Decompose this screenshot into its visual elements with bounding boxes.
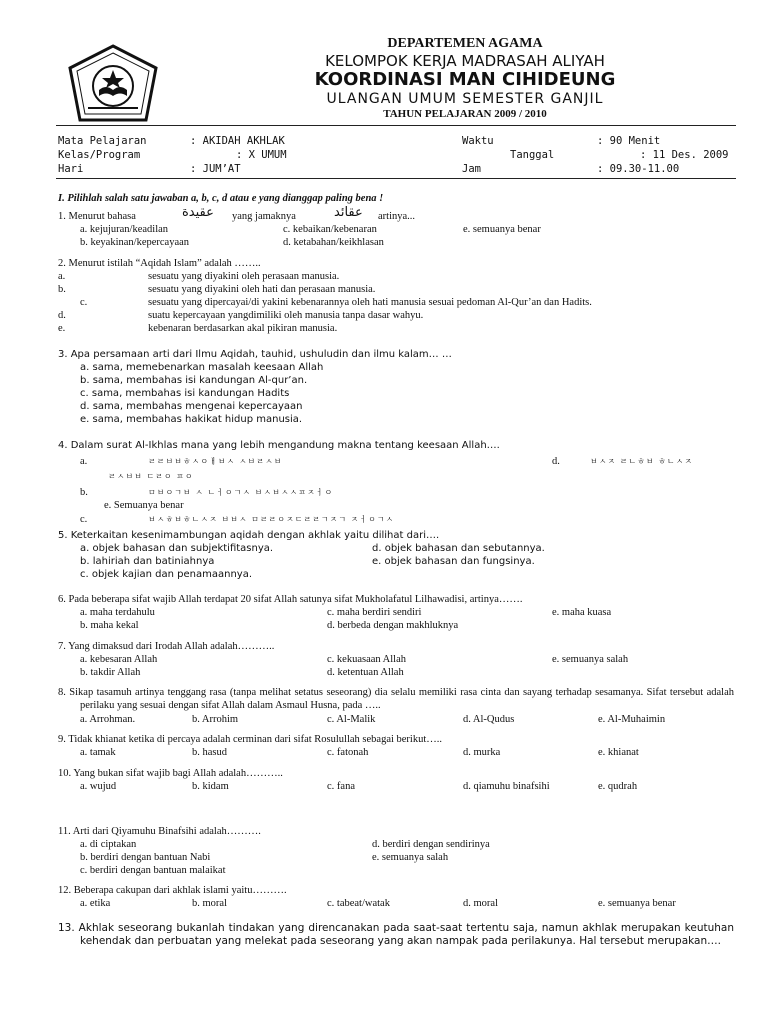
q7-option-e[interactable]: e. semuanya salah — [552, 654, 629, 665]
q2-option-c[interactable]: sesuatu yang dipercayai/di yakini kebenarannya oleh hati manusia sesuai pedoman Al-Qur’an dan Hadits. — [148, 297, 592, 308]
q4-option-e[interactable]: e. Semuanya benar — [104, 500, 184, 511]
header-working-group: KELOMPOK KERJA MADRASAH ALIYAH — [325, 52, 605, 70]
q12-option-b[interactable]: b. moral — [192, 898, 227, 909]
q4-text: 4. Dalam surat Al-Ikhlas mana yang lebih mengandung makna tentang keesaan Allah…. — [58, 440, 500, 451]
q2-letter-e: e. — [58, 323, 66, 334]
q1-text-middle: yang jamaknya — [232, 211, 296, 222]
q3-option-c[interactable]: c. sama, membahas isi kandungan Hadits — [80, 388, 290, 399]
q4-letter-b: b. — [80, 487, 88, 498]
q9-option-e[interactable]: e. khianat — [598, 747, 639, 758]
q2-option-b[interactable]: sesuatu yang diyakini oleh hati dan perasaan manusia. — [148, 284, 376, 295]
q11-option-a[interactable]: a. di ciptakan — [80, 839, 137, 850]
q1-text-start: 1. Menurut bahasa — [58, 211, 136, 222]
ministry-logo-emblem — [64, 44, 162, 126]
q8-text: 8. Sikap tasamuh artinya tenggang rasa (tanpa melihat setatus seseorang) dia selalu memiliki rasa cinta dan sayang terhadap sesamanya. Sifat tersebut adalah perilaku yang sesuai dengan sifat Allah dalam Asmaul Husna, pada ….. — [58, 687, 734, 711]
date-value: : 11 Des. 2009 — [640, 149, 729, 161]
q4-option-a-arabic[interactable]: ㄹㄹㅂㅂㅎㅅㅇㅐㅂㅅ ㅅㅂㄹㅅㅂ — [148, 457, 283, 466]
q8-option-c[interactable]: c. Al-Malik — [327, 714, 376, 725]
class-label: Kelas/Program — [58, 149, 141, 161]
q9-option-b[interactable]: b. hasud — [192, 747, 227, 758]
q9-text: 9. Tidak khianat ketika di percaya adalah cerminan dari sifat Rosulullah sebagai berikut….. — [58, 734, 443, 745]
q7-text: 7. Yang dimaksud dari Irodah Allah adalah……….. — [58, 641, 275, 652]
q6-text: 6. Pada beberapa sifat wajib Allah terdapat 20 sifat Allah satunya sifat Mukholafatul Lilhawadisi, artinya……. — [58, 594, 523, 605]
q10-option-e[interactable]: e. qudrah — [598, 781, 638, 792]
day-value: : JUM’AT — [190, 163, 241, 175]
subject-value: : AKIDAH AKHLAK — [190, 135, 285, 147]
q8-option-b[interactable]: b. Arrohim — [192, 714, 239, 725]
q4-option-c-arabic[interactable]: ㅂㅅㅎㅂㅎㄴㅅㅈ ㅂㅂㅅ ㅁㄹㄹㅇㅈㄷㄹㄹㄱㅈㄱ ㅈㅓㅇㄱㅅ — [148, 515, 395, 524]
q3-option-a[interactable]: a. sama, memebenarkan masalah keesaan Allah — [80, 362, 324, 373]
q4-option-d-arabic[interactable]: ㅂㅅㅈ ㄹㄴㅎㅂ ㅎㄴㅅㅈ — [590, 457, 694, 466]
hour-value: : 09.30-11.00 — [597, 163, 680, 175]
q2-option-d[interactable]: suatu kepercayaan yangdimiliki oleh manusia tanpa dasar wahyu. — [148, 310, 424, 321]
q1-option-a[interactable]: a. kejujuran/keadilan — [80, 224, 169, 235]
q1-option-c[interactable]: c. kebaikan/kebenaran — [283, 224, 377, 235]
q10-option-b[interactable]: b. kidam — [192, 781, 229, 792]
q3-option-e[interactable]: e. sama, membahas hakikat hidup manusia. — [80, 414, 303, 425]
q8-option-e[interactable]: e. Al-Muhaimin — [598, 714, 666, 725]
q4-option-b-arabic[interactable]: ㅁㅂㅇㄱㅂ ㅅ ㄴㅓㅇㄱㅅ ㅂㅅㅂㅅㅅㅍㅈㅓㅇ — [148, 488, 334, 497]
date-label: Tanggal — [510, 149, 555, 161]
day-label: Hari — [58, 163, 84, 175]
q10-option-d[interactable]: d. qiamuhu binafsihi — [463, 781, 550, 792]
instructions: I. Pilihlah salah satu jawaban a, b, c, d atau e yang dianggap paling bena ! — [58, 193, 384, 204]
q2-option-a[interactable]: sesuatu yang diyakini oleh perasaan manusia. — [148, 271, 340, 282]
q5-text: 5. Keterkaitan kesenimambungan aqidah dengan akhlak yaitu dilihat dari…. — [58, 530, 440, 541]
q9-option-a[interactable]: a. tamak — [80, 747, 116, 758]
q4-letter-c: c. — [80, 514, 88, 525]
q5-option-a[interactable]: a. objek bahasan dan subjektifitasnya. — [80, 543, 274, 554]
q1-text-end: artinya... — [378, 211, 416, 222]
q6-option-d[interactable]: d. berbeda dengan makhluknya — [327, 620, 459, 631]
time-label: Waktu — [462, 135, 494, 147]
q2-letter-a: a. — [58, 271, 66, 282]
hour-label: Jam — [462, 163, 481, 175]
q5-option-e[interactable]: e. objek bahasan dan fungsinya. — [372, 556, 535, 567]
q6-option-a[interactable]: a. maha terdahulu — [80, 607, 155, 618]
q3-option-b[interactable]: b. sama, membahas isi kandungan Al-qur’an. — [80, 375, 308, 386]
q2-text: 2. Menurut istilah “Aqidah Islam” adalah …….. — [58, 258, 261, 269]
q2-option-e[interactable]: kebenaran berdasarkan akal pikiran manusia. — [148, 323, 338, 334]
q1-arabic-word-aqidah: عقيدة — [182, 205, 214, 220]
header-divider — [56, 125, 736, 126]
q5-option-d[interactable]: d. objek bahasan dan sebutannya. — [372, 543, 545, 554]
q11-text: 11. Arti dari Qiyamuhu Binafsihi adalah………. — [58, 826, 261, 837]
q3-option-d[interactable]: d. sama, membahas mengenai kepercayaan — [80, 401, 303, 412]
q11-option-c[interactable]: c. berdiri dengan bantuan malaikat — [80, 865, 226, 876]
q13-text: 13. Akhlak seseorang bukanlah tindakan yang direncanakan pada saat-saat tertentu saja, namun akhlak merupakan keutuhan kehendak dan perbuatan yang melekat pada seseorang yang akan nampak pada perilakunya. Hal tersebut merupakan…. — [58, 922, 734, 947]
q1-option-b[interactable]: b. keyakinan/kepercayaan — [80, 237, 190, 248]
q4-letter-d: d. — [552, 456, 560, 467]
q5-option-c[interactable]: c. objek kajian dan penamaannya. — [80, 569, 253, 580]
subject-label: Mata Pelajaran — [58, 135, 147, 147]
header-department: DEPARTEMEN AGAMA — [387, 36, 543, 51]
header-school-year: TAHUN PELAJARAN 2009 / 2010 — [383, 108, 547, 120]
q2-letter-c: c. — [80, 297, 88, 308]
q8-option-d[interactable]: d. Al-Qudus — [463, 714, 515, 725]
q7-option-b[interactable]: b. takdir Allah — [80, 667, 141, 678]
q6-option-b[interactable]: b. maha kekal — [80, 620, 139, 631]
q11-option-e[interactable]: e. semuanya salah — [372, 852, 449, 863]
q12-option-d[interactable]: d. moral — [463, 898, 498, 909]
q12-option-c[interactable]: c. tabeat/watak — [327, 898, 390, 909]
q10-option-c[interactable]: c. fana — [327, 781, 355, 792]
q11-option-b[interactable]: b. berdiri dengan bantuan Nabi — [80, 852, 211, 863]
q1-option-d[interactable]: d. ketabahan/keikhlasan — [283, 237, 384, 248]
q12-option-a[interactable]: a. etika — [80, 898, 111, 909]
info-divider — [56, 178, 736, 179]
q2-letter-d: d. — [58, 310, 66, 321]
q9-option-c[interactable]: c. fatonah — [327, 747, 369, 758]
header-exam-title: ULANGAN UMUM SEMESTER GANJIL — [326, 91, 604, 107]
q1-option-e[interactable]: e. semuanya benar — [463, 224, 541, 235]
q9-option-d[interactable]: d. murka — [463, 747, 501, 758]
class-value: : X UMUM — [236, 149, 287, 161]
q4-letter-a: a. — [80, 456, 88, 467]
q7-option-a[interactable]: a. kebesaran Allah — [80, 654, 158, 665]
header-coordination: KOORDINASI MAN CIHIDEUNG — [314, 69, 616, 90]
q11-option-d[interactable]: d. berdiri dengan sendirinya — [372, 839, 490, 850]
q6-option-e[interactable]: e. maha kuasa — [552, 607, 612, 618]
q7-option-d[interactable]: d. ketentuan Allah — [327, 667, 404, 678]
q10-text: 10. Yang bukan sifat wajib bagi Allah adalah……….. — [58, 768, 283, 779]
q8-option-a[interactable]: a. Arrohman. — [80, 714, 136, 725]
q5-option-b[interactable]: b. lahiriah dan batiniahnya — [80, 556, 215, 567]
q12-option-e[interactable]: e. semuanya benar — [598, 898, 676, 909]
q6-option-c[interactable]: c. maha berdiri sendiri — [327, 607, 422, 618]
q4-option-a-arabic-line2: ㄹㅅㅂㅂ ㄷㄹㅇ ㅍㅇ — [108, 472, 194, 481]
time-value: : 90 Menit — [597, 135, 661, 147]
q3-text: 3. Apa persamaan arti dari Ilmu Aqidah, tauhid, ushuludin dan ilmu kalam… … — [58, 349, 452, 360]
q1-arabic-word-aqaid: عقائد — [334, 205, 363, 220]
q10-option-a[interactable]: a. wujud — [80, 781, 117, 792]
q12-text: 12. Beberapa cakupan dari akhlak islami yaitu………. — [58, 885, 287, 896]
q7-option-c[interactable]: c. kekuasaan Allah — [327, 654, 407, 665]
q2-letter-b: b. — [58, 284, 66, 295]
